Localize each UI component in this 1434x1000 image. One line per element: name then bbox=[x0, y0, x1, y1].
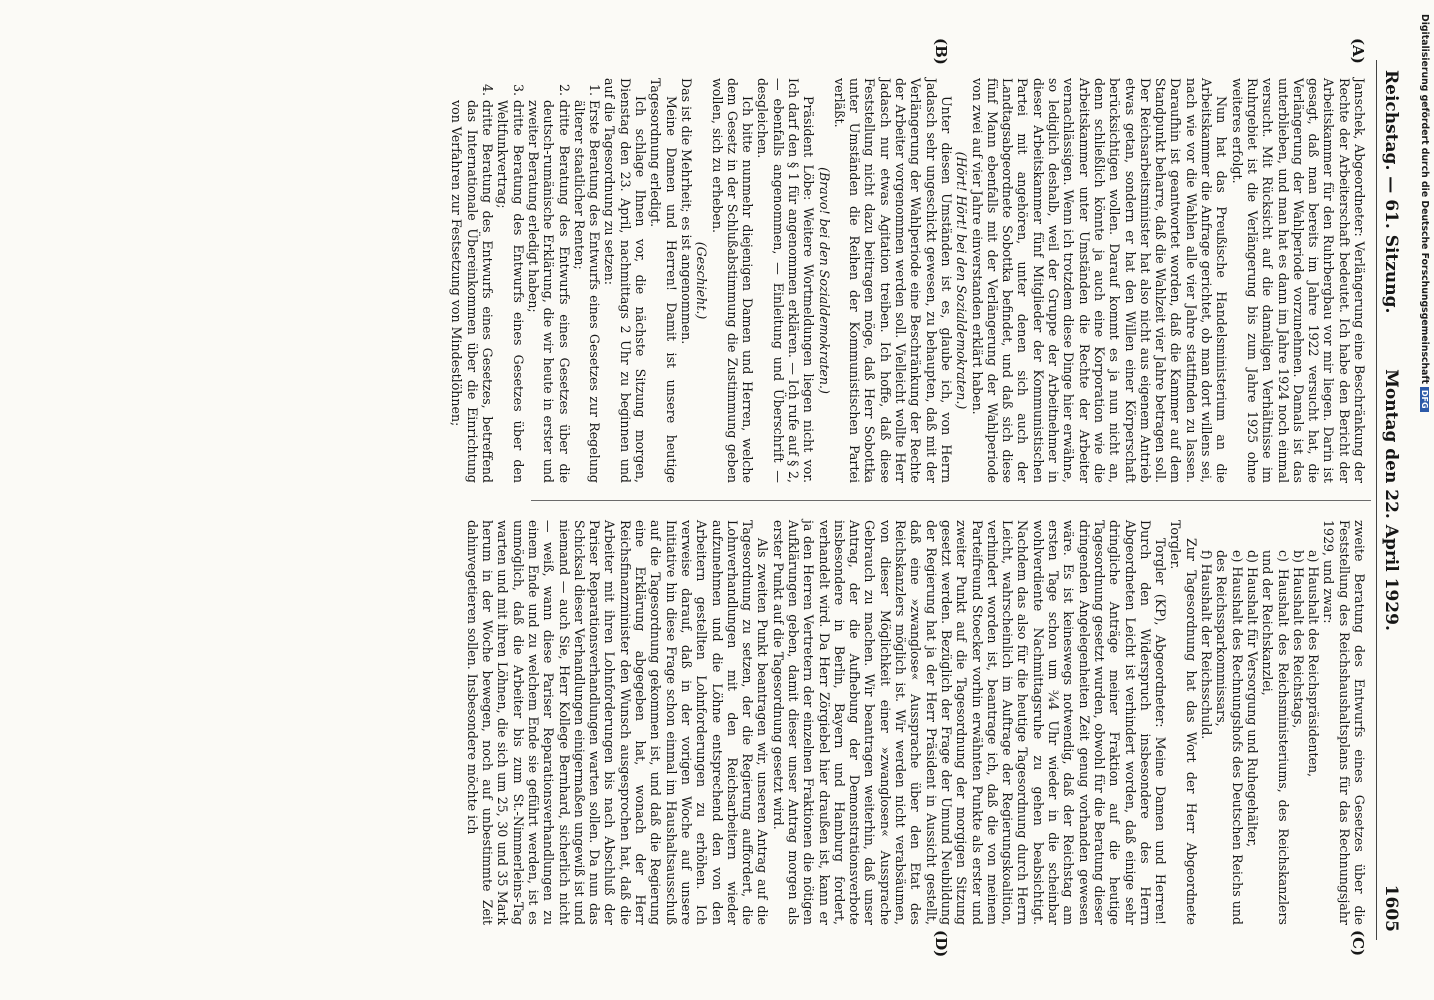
header-left: Reichstag. — 61. Sitzung. bbox=[1381, 70, 1401, 314]
interjection: (Hört! Hört! bei den Sozialdemokraten.) bbox=[954, 151, 970, 410]
agenda-list bbox=[449, 78, 602, 483]
digitization-credit bbox=[1418, 14, 1428, 994]
budget-list bbox=[1199, 520, 1321, 925]
list-item: f) Haushalt der Reichsschuld. bbox=[1199, 550, 1215, 740]
page-number: 1605 bbox=[1381, 884, 1401, 932]
credit-label: Digitalisierung gefördert durch die Deutsche Forschungsgemeinschaft bbox=[1419, 14, 1430, 384]
margin-marker-b: (B) bbox=[932, 38, 950, 65]
margin-marker-d: (D) bbox=[932, 930, 950, 958]
paragraph: Das ist die Mehrheit; es ist angenommen. bbox=[678, 78, 694, 345]
paragraph: Torgler (KP), Abgeordneter: Meine Damen und Herren! Durch den Widerspruch insbesondere des Herrn Abgeordneten Leicht ist verhindert worden, daß einige sehr dringliche Anträge meiner Fraktion auf die heutige Tagesordnung gesetzt wurden, obwohl für die Beratung dieser dringenden Angelegenheiten Zeit genug vorhanden gewesen wäre. Es ist keineswegs notwendig, daß der Reichstag am ersten Tage schon um ¾4 Uhr wieder in die scheinbar wohlverdiente Nachmittagsruhe zu gehen beabsichtigt. Nachdem das also für die heutige Tagesordnung durch Herrn Leicht, wahrscheinlich im Auftrage der Regierungskoalition, verhindert worden ist, beantrage ich, daß die von meinem Parteifreund Stoecker vorhin erwähnten Punkte als erster und zweiter Punkt auf die Tagesordnung der morgigen Sitzung gesetzt werden. Bezüglich der Frage der Umund Neubildung der Regierung hat ja der Herr Präsident in Aussicht gestellt, daß eine »zwanglose« Aussprache über den Etat des Reichskanzlers möglich ist. Wir werden nicht verabsäumen, von dieser Möglichkeit einer »zwanglosen« Aussprache Gebrauch zu machen. Wir beantragen weiterhin, daß unser Antrag, der die Aufhebung der Demonstrationsverbote insbesondere in Berlin, Bayern und Hamburg fordert, verhandelt wird. Da Herr Zörgiebel hier draußen ist, kann er ja den Herren Vertretern der einzelnen Fraktionen die nötigen Aufklärungen geben, damit dieser unser Antrag morgen als erster Punkt auf die Tagesordnung gesetzt wird. bbox=[770, 520, 1169, 925]
list-item: a) Haushalt des Reichspräsidenten, bbox=[1306, 550, 1322, 778]
list-item: c) Haushalt des Reichsministeriums, des Reichskanzlers und der Reichskanzlei, bbox=[1260, 550, 1291, 925]
list-item: d) Haushalt für Versorgung und Ruhegehälter, bbox=[1244, 550, 1260, 848]
paragraph: Ich schlage Ihnen vor, die nächste Sitzung morgen, Dienstag den 23. April, nachmittags 2 Uhr zu beginnen und auf die Tagesordnung zu setzen: bbox=[602, 78, 649, 483]
interjection: (Geschieht.) bbox=[694, 241, 710, 320]
column-divider bbox=[531, 500, 1371, 501]
list-item: 2. dritte Beratung des Entwurfs eines Gesetzes über die deutsch-rumänische Erklärung, die wir heute in erster und zweiter Beratung erledigt haben; bbox=[526, 100, 572, 483]
right-column bbox=[464, 520, 1367, 925]
paragraph: Janschek, Abgeordneter: Verlängerung eine Beschränkung der Rechte der Arbeiterschaft bedeutet. Ich habe den Bericht der Arbeitskammer für den Ruhrbergbau vor mir liegen. Darin ist gesagt, daß man bereits im Jahre 1922 versucht hat, die Verlängerung der Wahlperiode vorzunehmen. Damals ist das unterblieben, und man hat es dann im Jahre 1924 noch einmal versucht. Mit Rücksicht auf die damaligen Verhältnisse im Ruhrgebiet ist die Verlängerung bis zum Jahre 1925 ohne weiteres erfolgt. bbox=[1229, 78, 1367, 483]
list-item: b) Haushalt des Reichstags, bbox=[1290, 550, 1306, 729]
paragraph: zweite Beratung des Entwurfs eines Gesetzes über die Feststellung des Reichshaushaltsplans für das Rechnungsjahr 1929, und zwar: bbox=[1321, 520, 1367, 925]
paragraph: Als zweiten Punkt beantragen wir, unseren Antrag auf die Tagesordnung zu setzen, der die Regierung auffordert, die Lohnverhandlungen mit den Reichsarbeitern wieder aufzunehmen und die Löhne entsprechend den von den Arbeitern gestellten Lohnforderungen zu erhöhen. Ich verweise darauf, daß in der vorigen Woche auf unsere Initiative hin diese Frage schon einmal im Haushaltsausschuß auf die Tagesordnung gekommen ist, und daß die Regierung eine Erklärung abgegeben hat, wonach der Herr Reichsfinanzminister den Wunsch ausgesprochen hat, daß die Arbeiter mit ihren Lohnforderungen bis nach Abschluß der Pariser Reparationsverhandlungen warten sollen. Da nun das Schicksal dieser Verhandlungen einigermaßen ungewiß ist und niemand — auch Sie, Herr Kollege Bernhard, sicherlich nicht — weiß, wann diese Pariser Reparationsverhandlungen zu einem Ende und zu welchem Ende sie geführt werden, ist es unmöglich, daß die Arbeiter bis zum St.-Nimmerleins-Tag warten und mit ihren Löhnen, die sich um 25, 30 und 35 Mark herum in der Woche bewegen, noch auf unbestimmte Zeit dahinvegetieren sollen. Insbesondere möchte ich bbox=[464, 520, 771, 925]
page-header bbox=[1375, 60, 1405, 940]
list-item: 3. dritte Beratung des Entwurfs eines Gesetzes über den Weltfunkvertrag; bbox=[495, 100, 526, 483]
rotated-page bbox=[105, 38, 1405, 958]
paragraph: Nun hat das Preußische Handelsministerium an die Arbeitskammer die Anfrage gerichtet, ob man dort willens sei, nach wie vor die Wahlen alle vier Jahre stattfinden zu lassen. Daraufhin ist geantwortet worden, daß die Kammer auf dem Standpunkt beharre, daß die Wahlzeit vier Jahre betragen soll. Der Reichsarbeitsminister hat also nicht aus eigenem Antrieb etwas getan, sondern er hat den Willen einer Körperschaft berücksichtigen wollen. Darauf kommt es ja nun nicht an, denn schließlich könnte ja auch eine Korporation wie die Arbeitskammer unter Umständen die Rechte der Arbeiter vernachlässigen. Wenn ich trotzdem diese Dinge hier erwähne, so lediglich deshalb, weil der Gruppe der Arbeitnehmer in dieser Arbeitskammer fünf Mitglieder der Kommunistischen Partei mit angehören, unter denen sich auch der Landtagsabgeordnete Sobottka befindet, und daß sich diese fünf Mann ebenfalls mit der Verlängerung der Wahlperiode von zwei auf vier Jahre einverstanden erklärt haben. bbox=[969, 78, 1230, 483]
credit-text bbox=[1419, 14, 1430, 412]
paragraph: Präsident Löbe: Weitere Wortmeldungen liegen nicht vor. Ich darf den § 1 für angenommen erklären. — Ich rufe auf § 2, — ebenfalls angenommen, — Einleitung und Überschrift — desgleichen. bbox=[755, 78, 817, 483]
list-item: e) Haushalt des Rechnungshofs des Deutschen Reichs und des Reichssparkommissars, bbox=[1214, 550, 1245, 925]
list-item: 4. dritte Beratung des Entwurfs eines Gesetzes, betreffend das Internationale Übereinkommen über die Einrichtung von Verfahren zur Festsetzung von Mindestlöhnen; bbox=[449, 100, 495, 483]
left-column bbox=[449, 78, 1367, 483]
paragraph: Meine Damen und Herren! Damit ist unsere heutige Tagesordnung erledigt. bbox=[648, 78, 679, 483]
interjection: (Bravo! bei den Sozialdemokraten.) bbox=[816, 167, 832, 394]
paragraph: Ich bitte nunmehr diejenigen Damen und Herren, welche dem Gesetz in der Schlußabstimmung die Zustimmung geben wollen, sich zu erheben. bbox=[709, 78, 756, 483]
margin-marker-c: (C) bbox=[1349, 930, 1367, 957]
header-date: Montag den 22. April 1929. bbox=[1381, 369, 1401, 631]
margin-marker-a: (A) bbox=[1349, 38, 1367, 64]
list-item: 1. Erste Beratung des Entwurfs eines Gesetzes zur Regelung älterer staatlicher Renten; bbox=[572, 100, 603, 483]
paragraph: Zur Tagesordnung hat das Wort der Herr Abgeordnete Torgler. bbox=[1168, 520, 1199, 925]
header-rule bbox=[1376, 60, 1377, 940]
dfg-logo: DFG bbox=[1420, 387, 1429, 412]
paragraph: Unter diesen Umständen ist es, glaube ich, von Herrn Jadasch sehr ungeschickt gewesen, zu behaupten, daß mit der Verlängerung der Wahlperiode eine Beschränkung der Rechte der Arbeiter vorgenommen werden soll. Vielleicht wollte Herr Jadasch nur etwas Agitation treiben. Ich hoffe, daß diese Feststellung nicht dazu beitragen möge, daß Herr Sobottka unter Umständen die Reihen der Kommunistischen Partei verläßt. bbox=[831, 78, 954, 483]
